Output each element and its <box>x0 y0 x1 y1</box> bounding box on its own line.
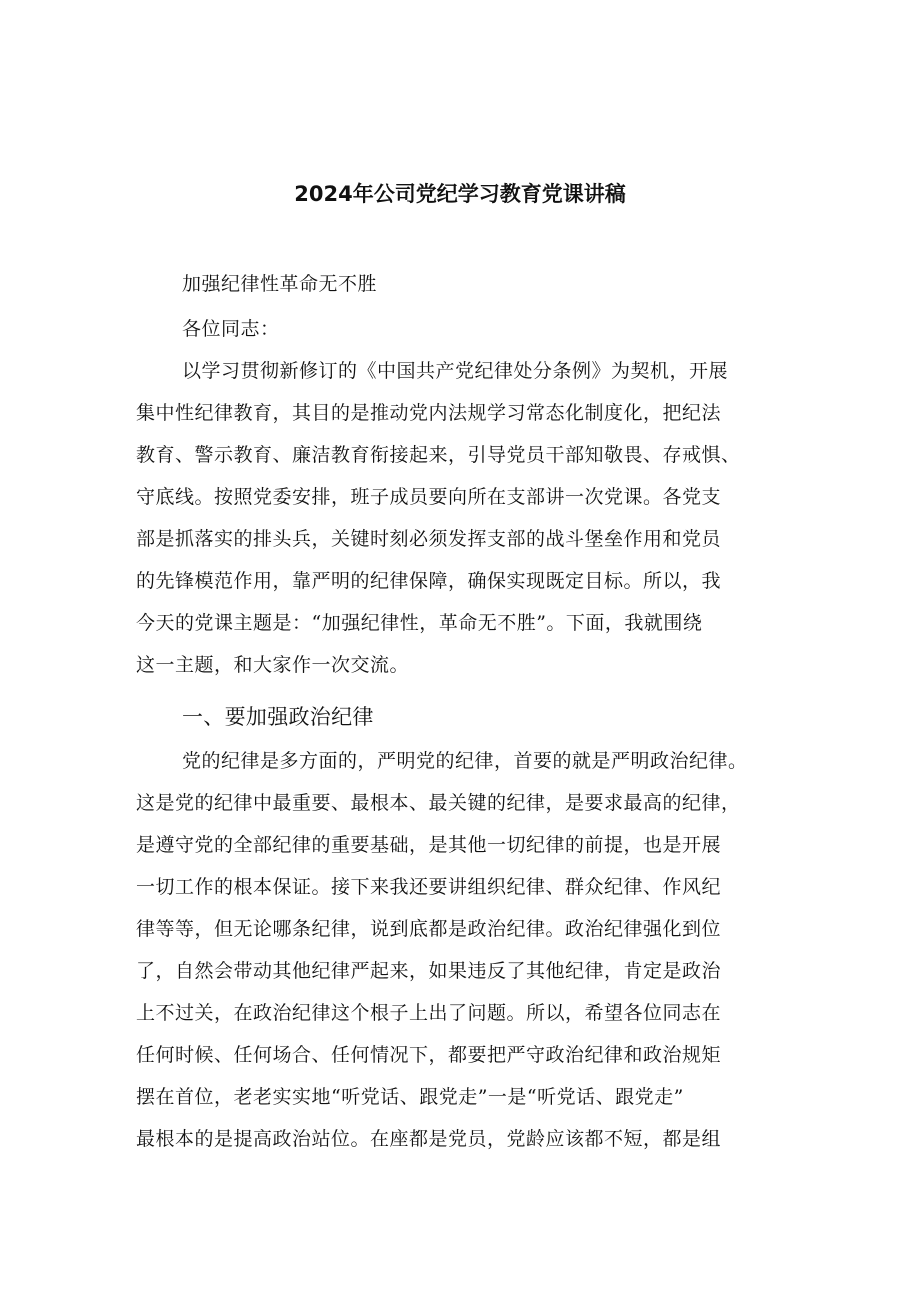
section-line: 了，自然会带动其他纪律严起来，如果违反了其他纪律，肯定是政治 <box>136 960 722 982</box>
intro-line: 这一主题，和大家作一次交流。 <box>136 654 410 676</box>
section-line: 摆在首位，老老实实地“听党话、跟党走”一是“听党话、跟党走” <box>136 1086 684 1108</box>
intro-line: 集中性纪律教育，其目的是推动党内法规学习常态化制度化，把纪法 <box>136 402 722 424</box>
section-line: 是遵守党的全部纪律的重要基础，是其他一切纪律的前提，也是开展 <box>136 834 722 856</box>
document-title: 2024年公司党纪学习教育党课讲稿 <box>294 182 626 206</box>
intro-line: 的先锋模范作用，靠严明的纪律保障，确保实现既定目标。所以，我 <box>136 570 722 592</box>
section-line: 上不过关，在政治纪律这个根子上出了问题。所以，希望各位同志在 <box>136 1002 722 1024</box>
section-line: 这是党的纪律中最重要、最根本、最关键的纪律，是要求最高的纪律， <box>136 792 741 814</box>
intro-line: 以学习贯彻新修订的《中国共产党纪律处分条例》为契机，开展 <box>182 360 729 382</box>
section-line: 最根本的是提高政治站位。在座都是党员，党龄应该都不短，都是组 <box>136 1128 722 1150</box>
section-line: 任何时候、任何场合、任何情况下，都要把严守政治纪律和政治规矩 <box>136 1044 722 1066</box>
intro-line: 守底线。按照党委安排，班子成员要向所在支部讲一次党课。各党支 <box>136 486 722 508</box>
intro-line: 教育、警示教育、廉洁教育衔接起来，引导党员干部知敬畏、存戒惧、 <box>136 444 741 466</box>
document-subtitle: 加强纪律性革命无不胜 <box>182 273 378 295</box>
intro-line: 部是抓落实的排头兵，关键时刻必须发挥支部的战斗堡垒作用和党员 <box>136 528 722 550</box>
section-line: 党的纪律是多方面的，严明党的纪律，首要的就是严明政治纪律。 <box>182 750 748 772</box>
intro-line: 今天的党课主题是：“加强纪律性，革命无不胜”。下面，我就围绕 <box>136 612 703 634</box>
section-line: 一切工作的根本保证。接下来我还要讲组织纪律、群众纪律、作风纪 <box>136 876 722 898</box>
salutation: 各位同志： <box>182 318 280 340</box>
section-line: 律等等，但无论哪条纪律，说到底都是政治纪律。政治纪律强化到位 <box>136 918 722 940</box>
section-heading: 一、要加强政治纪律 <box>182 705 374 729</box>
